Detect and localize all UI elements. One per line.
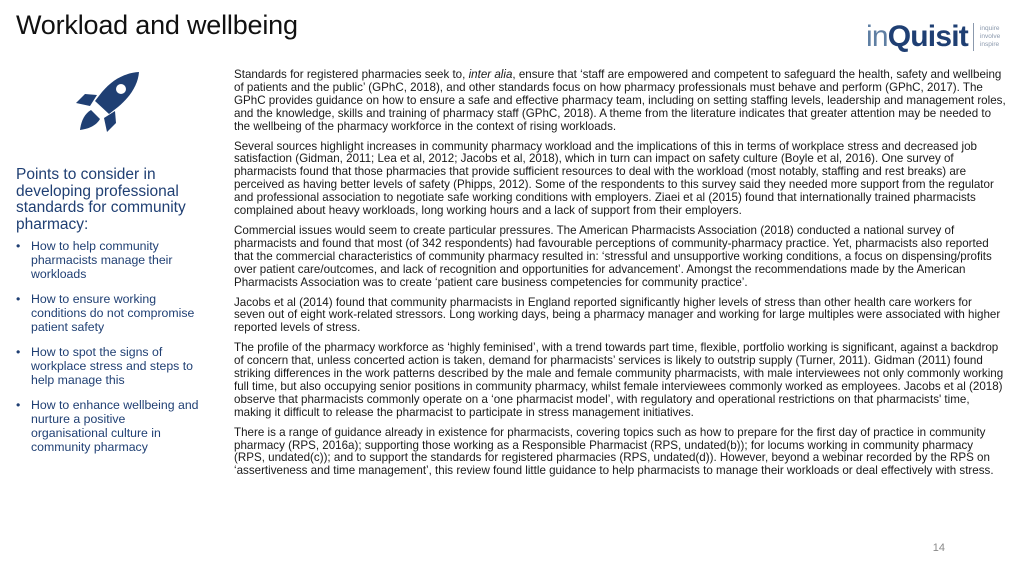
list-item: • How to spot the signs of workplace stress and steps to help manage this <box>16 345 199 387</box>
paragraph: Jacobs et al (2014) found that community pharmacists in England reported significantly higher levels of stress than other health care workers for seven out of eight work-related stressors. Long working days, being a pharmacy manager and working for large multiples were associated with higher reported levels of stress. <box>234 295 1001 335</box>
inquisit-logo <box>866 20 1006 54</box>
page-number: 14 <box>932 542 945 554</box>
paragraph: There is a range of guidance already in existence for pharmacists, covering topics such as how to prepare for the first day of practice in community pharmacy (RPS, 2016a); supporting those working as a Responsible Pharmacist (RPS, undated(b)); for locums working in community pharmacy (RPS, undated(c)); and to support the standards for registered pharmacies (RPS, undated(d)). However, beyond a webinar recorded by the RPS on ‘assertiveness and time management’, this review found little guidance to help pharmacists to manage their workloads or deal effectively with stress. <box>234 425 994 478</box>
list-item: • How to enhance wellbeing and nurture a positive organisational culture in community pharmacy <box>16 398 199 454</box>
paragraph: The profile of the pharmacy workforce as ‘highly feminised’, with a trend towards part time, flexible, portfolio working is significant, against a backdrop of concern that, unless concerted action is taken, demand for pharmacists’ services is likely to outstrip supply (Turner, 2011). Gidman (2011) found striking differences in the work patterns described by the male and female community pharmacists, with male interviewees not only commonly working full time, but also occupying senior positions in community pharmacy, whilst female interviewees commonly worked as employees. Jacobs et al (2018) observe that pharmacists commonly operate on a ‘one pharmacist model’, with regulatory and operational restrictions on that pharmacists' time, making it difficult to release the pharmacist to participate in stress management initiatives. <box>234 341 1004 419</box>
paragraph: Standards for registered pharmacies seek to, inter alia, ensure that ‘staff are empowered and competent to safeguard the health, safety and wellbeing of patients and the public’ (GPhC, 2018), and other standards focus on how pharmacy professionals must behave and perform (GPhC, 2017). The GPhC provides guidance on how to ensure a safe and effective pharmacy team, including on setting staffing levels, leadership and management roles, and the knowledge, skills and training of pharmacy staff (GPhC, 2018). A theme from the literature indicates that greater attention may be needed to the wellbeing of the pharmacy workforce in the context of rising workloads. <box>234 68 1006 133</box>
points-to-consider <box>16 167 199 465</box>
paragraph: Several sources highlight increases in community pharmacy workload and the implications of this in terms of workplace stress and decreased job satisfaction (Gidman, 2011; Lea et al, 2012; Jacobs et al, 2018), which in turn can impact on safety culture (Boyle et al, 2016). One survey of pharmacists found that those pharmacies that provide sufficient resources to deal with the workload (most notably, staffing and rest breaks) are perceived as having better levels of safety (Phipps, 2012). Some of the respondents to this survey said they needed more support from the regulator and professional association to negotiate safe working conditions with employers. Ziaei et al (2015) found that internationally trained pharmacists complained about heavy workloads, long working hours and a lack of support from their employers. <box>234 139 994 218</box>
logo-wordmark: inQuisit <box>866 20 968 53</box>
paragraph: Commercial issues would seem to create particular pressures. The American Pharmacists Association (2018) conducted a national survey of pharmacists and found that most (of 342 respondents) had favourable perceptions of community-pharmacy practice. Yet, pharmacists also reported that the commercial characteristics of community pharmacy resulted in: ‘stressful and unsupportive working conditions, a focus on dispensing/profits over patient care/outcomes, and lack of recognition and opportunities for advancement’. Amongst the recommendations made by the American Pharmacists Association was to create ‘patient care business competencies for community practice’. <box>234 223 992 289</box>
logo-tagline: inquire involve inspire <box>979 25 1001 48</box>
points-list <box>16 239 199 454</box>
list-item: • How to help community pharmacists manage their workloads <box>16 239 199 281</box>
rocket-icon <box>72 70 144 136</box>
list-item: • How to ensure working conditions do not compromise patient safety <box>16 292 199 334</box>
page-title: Workload and wellbeing <box>16 10 298 40</box>
points-heading: Points to consider in developing professional standards for community pharmacy: <box>16 166 186 233</box>
logo-divider <box>973 23 974 51</box>
body-text <box>234 69 1006 485</box>
